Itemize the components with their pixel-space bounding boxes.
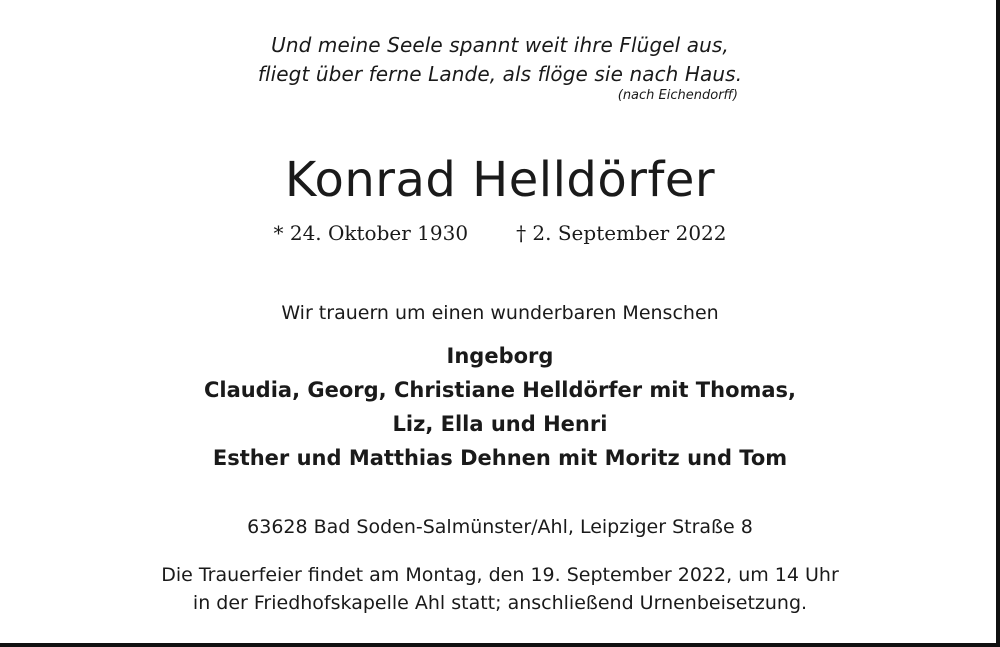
- ceremony-line-1: Die Trauerfeier findet am Montag, den 19. September 2022, um 14 Uhr: [161, 564, 839, 586]
- family-line-2: Claudia, Georg, Christiane Helldörfer mit Thomas,: [203, 378, 797, 402]
- quote-line-1: Und meine Seele spannt weit ihre Flügel aus,: [271, 33, 729, 57]
- family-line-1: Ingeborg: [446, 344, 554, 368]
- life-dates: [0, 221, 1000, 245]
- family-line-4: Esther und Matthias Dehnen mit Moritz und Tom: [212, 446, 788, 470]
- family-line-3: Liz, Ella und Henri: [392, 412, 608, 436]
- deceased-name: Konrad Helldörfer: [284, 152, 716, 208]
- quote-line-2: fliegt über ferne Lande, als flöge sie nach Haus.: [257, 62, 743, 86]
- mourning-intro: Wir trauern um einen wunderbaren Menschen: [281, 302, 719, 324]
- birth-date: * 24. Oktober 1930: [273, 221, 469, 245]
- ceremony-line-2: in der Friedhofskapelle Ahl statt; anschließend Urnenbeisetzung.: [192, 592, 808, 614]
- quote-source: (nach Eichendorff): [617, 88, 738, 103]
- death-date: † 2. September 2022: [516, 221, 727, 245]
- address: 63628 Bad Soden-Salmünster/Ahl, Leipziger Straße 8: [247, 516, 753, 538]
